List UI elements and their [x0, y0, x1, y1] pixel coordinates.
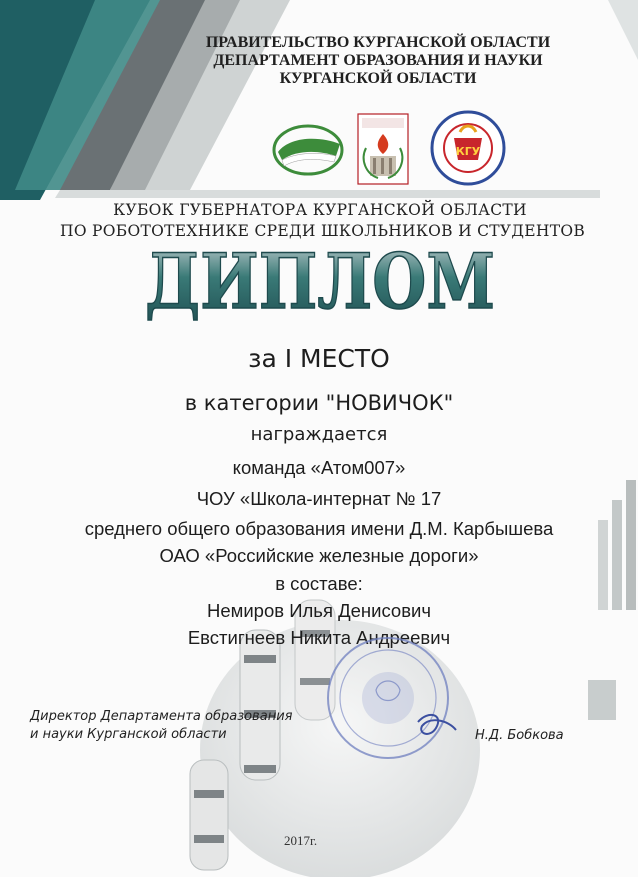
member-2: Евстигнеев Никита Андреевич: [187, 627, 451, 648]
official-stamp: [318, 630, 468, 770]
award-awarded: награждается: [250, 424, 388, 445]
composition-label: в составе:: [275, 573, 363, 594]
svg-text:ДИПЛОМ: ДИПЛОМ: [145, 237, 495, 326]
award-place: за I МЕСТО: [248, 344, 390, 373]
school-line-1: ЧОУ «Школа-интернат № 17: [196, 488, 442, 509]
director-line-2: и науки Курганской области: [30, 727, 227, 742]
cup-line-1: КУБОК ГУБЕРНАТОРА КУРГАНСКОЙ ОБЛАСТИ: [113, 201, 527, 219]
header-line-1: ПРАВИТЕЛЬСТВО КУРГАНСКОЙ ОБЛАСТИ: [205, 34, 551, 51]
diploma-title: [140, 236, 500, 326]
pedagogical-university-emblem: [358, 114, 408, 184]
award-category: в категории "НОВИЧОК": [184, 391, 454, 415]
issue-year: 2017г.: [284, 833, 318, 848]
region-flag-logo: [274, 126, 342, 174]
header-line-2: ДЕПАРТАМЕНТ ОБРАЗОВАНИЯ И НАУКИ: [213, 52, 543, 69]
svg-text:КГУ: КГУ: [455, 145, 481, 158]
kgu-university-emblem: [432, 112, 504, 184]
director-line-1: Директор Департамента образования: [30, 709, 293, 724]
logos-row: [270, 108, 520, 190]
team-name: команда «Атом007»: [232, 457, 406, 478]
director-title: [30, 708, 292, 744]
signatory-name: Н.Д. Бобкова: [475, 728, 564, 743]
cup-line-2: ПО РОБОТОТЕХНИКЕ СРЕДИ ШКОЛЬНИКОВ И СТУДЕНТОВ: [60, 222, 586, 240]
member-1: Немиров Илья Денисович: [206, 600, 432, 621]
issuer-header: [198, 34, 558, 88]
header-line-3: КУРГАНСКОЙ ОБЛАСТИ: [279, 70, 477, 87]
school-line-2: среднего общего образования имени Д.М. Карбышева: [84, 518, 554, 539]
company-name: ОАО «Российские железные дороги»: [159, 545, 479, 566]
